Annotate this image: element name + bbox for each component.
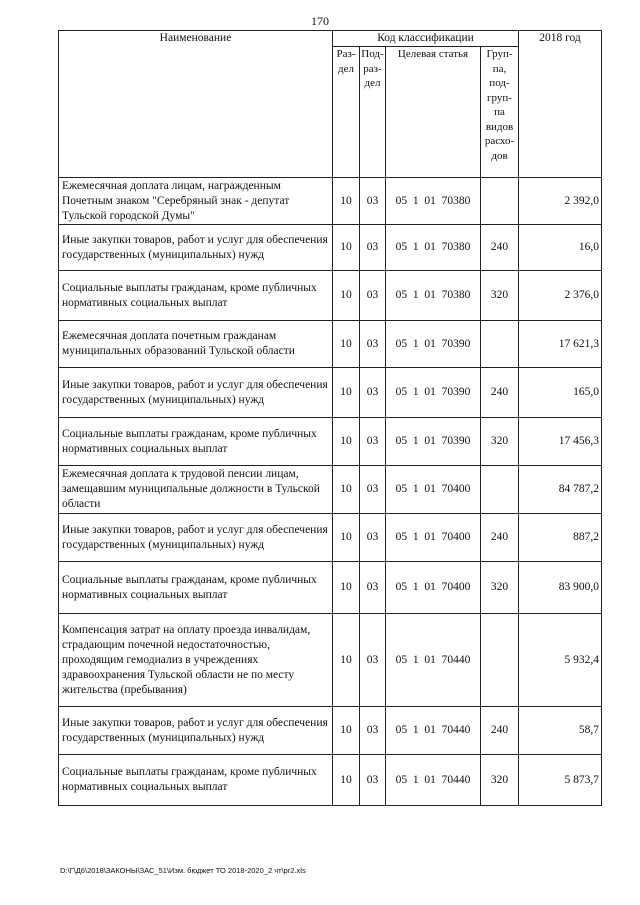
row-section: 10 xyxy=(333,614,360,707)
row-name: Иные закупки товаров, работ и услуг для обеспечения государственных (муниципальных) нужд xyxy=(59,368,333,418)
row-expense-group: 240 xyxy=(481,707,519,755)
row-subsection: 03 xyxy=(360,614,386,707)
row-target-article: 05 1 01 70390 xyxy=(386,418,481,466)
row-subsection: 03 xyxy=(360,271,386,321)
row-subsection: 03 xyxy=(360,755,386,806)
row-name: Компенсация затрат на оплату проезда инвалидам, страдающим почечной недостаточностью, проходящим гемодиализ в учреждениях здравоохранения Тульской области не по месту жительства (пребывания) xyxy=(59,614,333,707)
row-expense-group: 320 xyxy=(481,755,519,806)
row-amount: 16,0 xyxy=(519,225,602,271)
row-amount: 84 787,2 xyxy=(519,466,602,514)
table-row xyxy=(59,321,602,368)
row-subsection: 03 xyxy=(360,321,386,368)
row-expense-group xyxy=(481,178,519,225)
table-row xyxy=(59,368,602,418)
row-section: 10 xyxy=(333,707,360,755)
row-section: 10 xyxy=(333,514,360,562)
row-target-article: 05 1 01 70440 xyxy=(386,614,481,707)
row-section: 10 xyxy=(333,321,360,368)
row-name: Ежемесячная доплата к трудовой пенсии лицам, замещавшим муниципальные должности в Тульской области xyxy=(59,466,333,514)
row-name: Ежемесячная доплата лицам, награжденным Почетным знаком "Серебряный знак - депутат Тульской городской Думы" xyxy=(59,178,333,225)
row-section: 10 xyxy=(333,466,360,514)
table-row xyxy=(59,178,602,225)
row-section: 10 xyxy=(333,562,360,614)
row-name: Социальные выплаты гражданам, кроме публичных нормативных социальных выплат xyxy=(59,271,333,321)
row-amount: 2 376,0 xyxy=(519,271,602,321)
row-expense-group xyxy=(481,614,519,707)
row-name: Социальные выплаты гражданам, кроме публичных нормативных социальных выплат xyxy=(59,562,333,614)
row-subsection: 03 xyxy=(360,514,386,562)
row-expense-group: 240 xyxy=(481,225,519,271)
row-target-article: 05 1 01 70440 xyxy=(386,707,481,755)
row-amount: 887,2 xyxy=(519,514,602,562)
header-classification-code: Код классификации xyxy=(333,31,519,47)
row-amount: 2 392,0 xyxy=(519,178,602,225)
row-target-article: 05 1 01 70400 xyxy=(386,514,481,562)
row-name: Социальные выплаты гражданам, кроме публичных нормативных социальных выплат xyxy=(59,755,333,806)
table-row xyxy=(59,514,602,562)
header-expense-group: Груп- па, под- груп- па видов расхо- дов xyxy=(481,47,519,178)
table-row xyxy=(59,755,602,806)
row-amount: 17 621,3 xyxy=(519,321,602,368)
row-section: 10 xyxy=(333,418,360,466)
table-row xyxy=(59,466,602,514)
row-section: 10 xyxy=(333,368,360,418)
row-expense-group: 320 xyxy=(481,562,519,614)
row-amount: 5 873,7 xyxy=(519,755,602,806)
row-section: 10 xyxy=(333,755,360,806)
table-row xyxy=(59,562,602,614)
row-expense-group xyxy=(481,321,519,368)
row-target-article: 05 1 01 70400 xyxy=(386,562,481,614)
row-target-article: 05 1 01 70380 xyxy=(386,271,481,321)
page-number: 170 xyxy=(311,14,329,28)
header-name: Наименование xyxy=(59,31,333,178)
row-subsection: 03 xyxy=(360,562,386,614)
header-section: Раз- дел xyxy=(333,47,360,178)
header-subsection: Под- раз- дел xyxy=(360,47,386,178)
row-subsection: 03 xyxy=(360,225,386,271)
row-name: Иные закупки товаров, работ и услуг для обеспечения государственных (муниципальных) нужд xyxy=(59,707,333,755)
row-section: 10 xyxy=(333,271,360,321)
table-row xyxy=(59,614,602,707)
row-subsection: 03 xyxy=(360,178,386,225)
budget-classification-table xyxy=(58,30,602,806)
table-row xyxy=(59,707,602,755)
header-year-2018: 2018 год xyxy=(519,31,602,178)
header-target-article: Целевая статья xyxy=(386,47,481,178)
row-name: Ежемесячная доплата почетным гражданам муниципальных образований Тульской области xyxy=(59,321,333,368)
row-target-article: 05 1 01 70390 xyxy=(386,368,481,418)
row-expense-group: 240 xyxy=(481,368,519,418)
table-row xyxy=(59,418,602,466)
row-target-article: 05 1 01 70400 xyxy=(386,466,481,514)
row-subsection: 03 xyxy=(360,707,386,755)
row-expense-group: 240 xyxy=(481,514,519,562)
row-target-article: 05 1 01 70380 xyxy=(386,178,481,225)
row-name: Иные закупки товаров, работ и услуг для обеспечения государственных (муниципальных) нужд xyxy=(59,514,333,562)
table-row xyxy=(59,271,602,321)
row-expense-group: 320 xyxy=(481,418,519,466)
row-expense-group: 320 xyxy=(481,271,519,321)
row-amount: 165,0 xyxy=(519,368,602,418)
row-section: 10 xyxy=(333,225,360,271)
row-amount: 5 932,4 xyxy=(519,614,602,707)
file-path-footer: D:\Г\Д6\2018\ЗАКОНЫ\ЗАС_51\Изм. бюджет ТО 2018-2020_2 чт\pr2.xls xyxy=(60,866,306,875)
row-target-article: 05 1 01 70380 xyxy=(386,225,481,271)
row-target-article: 05 1 01 70390 xyxy=(386,321,481,368)
row-amount: 17 456,3 xyxy=(519,418,602,466)
row-name: Социальные выплаты гражданам, кроме публичных нормативных социальных выплат xyxy=(59,418,333,466)
row-subsection: 03 xyxy=(360,466,386,514)
table-row xyxy=(59,225,602,271)
row-subsection: 03 xyxy=(360,368,386,418)
row-amount: 83 900,0 xyxy=(519,562,602,614)
row-expense-group xyxy=(481,466,519,514)
row-name: Иные закупки товаров, работ и услуг для обеспечения государственных (муниципальных) нужд xyxy=(59,225,333,271)
row-target-article: 05 1 01 70440 xyxy=(386,755,481,806)
table-body xyxy=(59,178,602,806)
row-subsection: 03 xyxy=(360,418,386,466)
row-section: 10 xyxy=(333,178,360,225)
row-amount: 58,7 xyxy=(519,707,602,755)
